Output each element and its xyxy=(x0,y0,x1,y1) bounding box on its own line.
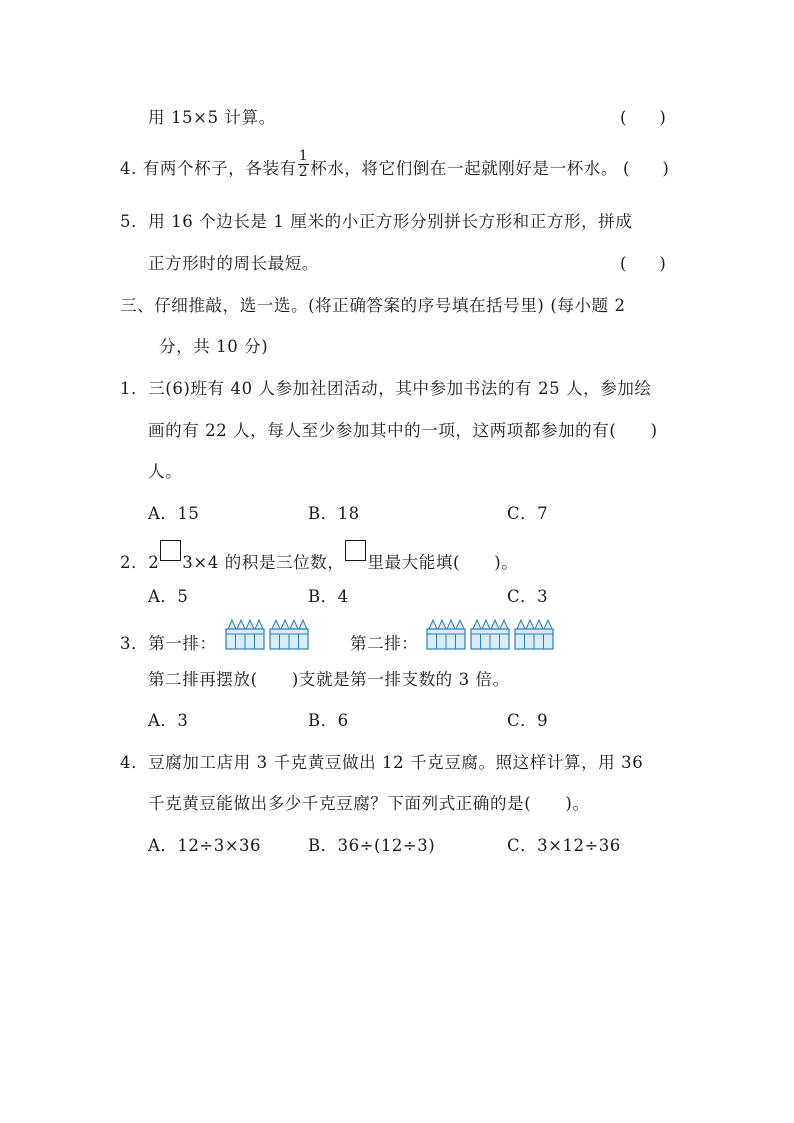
q4-option-b[interactable]: B．36÷(12÷3) xyxy=(308,836,436,855)
judge-item3-continuation: 用 15×5 计算。 xyxy=(148,108,276,127)
q3-option-a[interactable]: A．3 xyxy=(148,711,189,730)
answer-paren-4[interactable]: ( ) xyxy=(623,159,669,178)
q3-line2: 第二排再摆放( )支就是第一排支数的 3 倍。 xyxy=(148,670,510,689)
pencil-group-icon xyxy=(471,620,509,649)
answer-paren-3[interactable]: ( ) xyxy=(620,108,666,127)
q1-option-b[interactable]: B．18 xyxy=(308,504,360,523)
pencil-groups-row2 xyxy=(426,617,558,653)
judge-item5-line1: 5．用 16 个边长是 1 厘米的小正方形分别拼长方形和正方形，拼成 xyxy=(120,212,633,231)
q4-option-a[interactable]: A．12÷3×36 xyxy=(148,836,262,855)
section3-title-line1: 三、仔细推敲，选一选。(将正确答案的序号填在括号里) (每小题 2 xyxy=(120,296,626,315)
q3-option-c[interactable]: C．9 xyxy=(507,711,549,730)
q2-stem: 2．2 3×4 的积是三位数， 里最大能填( )。 xyxy=(120,548,518,574)
q1-line1: 1．三(6)班有 40 人参加社团活动，其中参加书法的有 25 人，参加绘 xyxy=(120,379,652,398)
q1-line3: 人。 xyxy=(148,462,183,481)
blank-box-icon xyxy=(345,540,366,561)
fraction-one-half: $\frac{1}{2}$ xyxy=(298,148,309,180)
pencil-group-icon xyxy=(226,620,264,649)
q4-line1: 4．豆腐加工店用 3 千克黄豆做出 12 千克豆腐。照这样计算，用 36 xyxy=(120,753,644,772)
q1-line2: 画的有 22 人，每人至少参加其中的一项，这两项都参加的有( ) xyxy=(148,421,658,440)
q2-option-b[interactable]: B．4 xyxy=(308,587,349,606)
q4-option-c[interactable]: C．3×12÷36 xyxy=(507,836,621,855)
pencil-group-icon xyxy=(270,620,308,649)
judge-item4: 4. 有两个杯子，各装有 $\frac{1}{2}$ 杯水，将它们倒在一起就刚好是一杯水。 xyxy=(120,148,619,180)
pencil-groups-row1 xyxy=(225,617,315,653)
q2-option-c[interactable]: C．3 xyxy=(507,587,549,606)
blank-box-icon xyxy=(160,540,181,561)
q3-row1-label: 3．第一排： xyxy=(120,634,217,653)
q3-option-b[interactable]: B．6 xyxy=(308,711,349,730)
pencil-group-icon xyxy=(515,620,553,649)
q1-option-a[interactable]: A．15 xyxy=(148,504,200,523)
q1-option-c[interactable]: C．7 xyxy=(507,504,549,523)
answer-paren-5[interactable]: ( ) xyxy=(620,254,666,273)
q3-row2-label: 第二排： xyxy=(350,634,419,653)
judge-item5-line2: 正方形时的周长最短。 xyxy=(148,254,319,273)
q4-line2: 千克黄豆能做出多少千克豆腐？下面列式正确的是( )。 xyxy=(148,794,590,813)
pencil-group-icon xyxy=(427,620,465,649)
section3-title-line2: 分，共 10 分) xyxy=(159,337,269,356)
q2-option-a[interactable]: A．5 xyxy=(148,587,189,606)
